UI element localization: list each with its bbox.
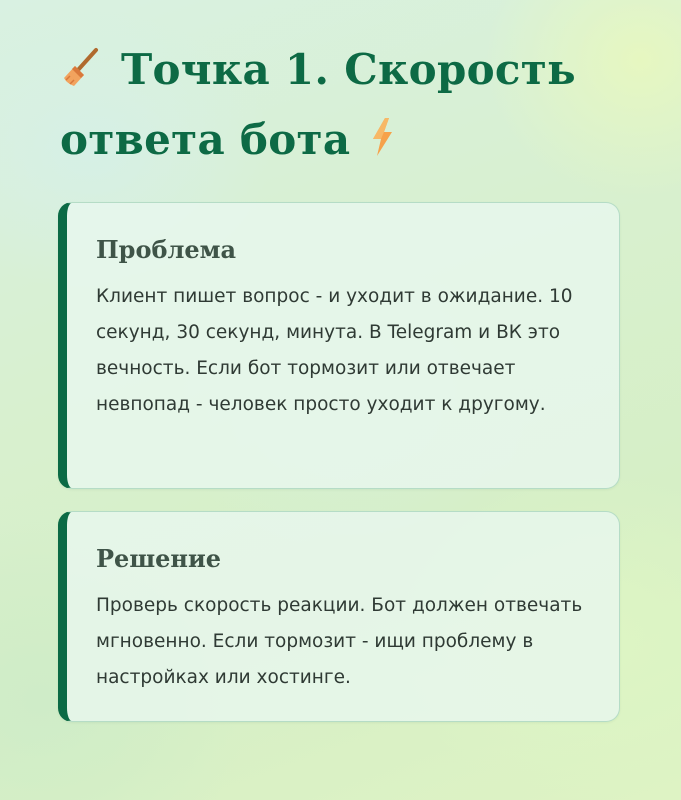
lightning-icon	[365, 114, 399, 178]
problem-card	[58, 202, 620, 489]
broom-icon	[60, 44, 106, 108]
solution-text: Проверь скорость реакции. Бот должен отвечать мгновенно. Если тормозит - ищи проблему в настройках или хостинге.	[96, 595, 583, 688]
solution-heading: Решение	[96, 544, 222, 573]
problem-text: Клиент пишет вопрос - и уходит в ожидание. 10 секунд, 30 секунд, минута. В Telegram и ВК это вечность. Если бот тормозит или отвечает невпопад - человек просто уходит к другому.	[96, 286, 573, 415]
title-line-2: ответа бота	[60, 115, 351, 164]
solution-card	[58, 511, 620, 722]
page-title	[60, 38, 650, 178]
problem-heading: Проблема	[96, 235, 237, 264]
title-line-1: Точка 1. Скорость	[120, 45, 576, 94]
